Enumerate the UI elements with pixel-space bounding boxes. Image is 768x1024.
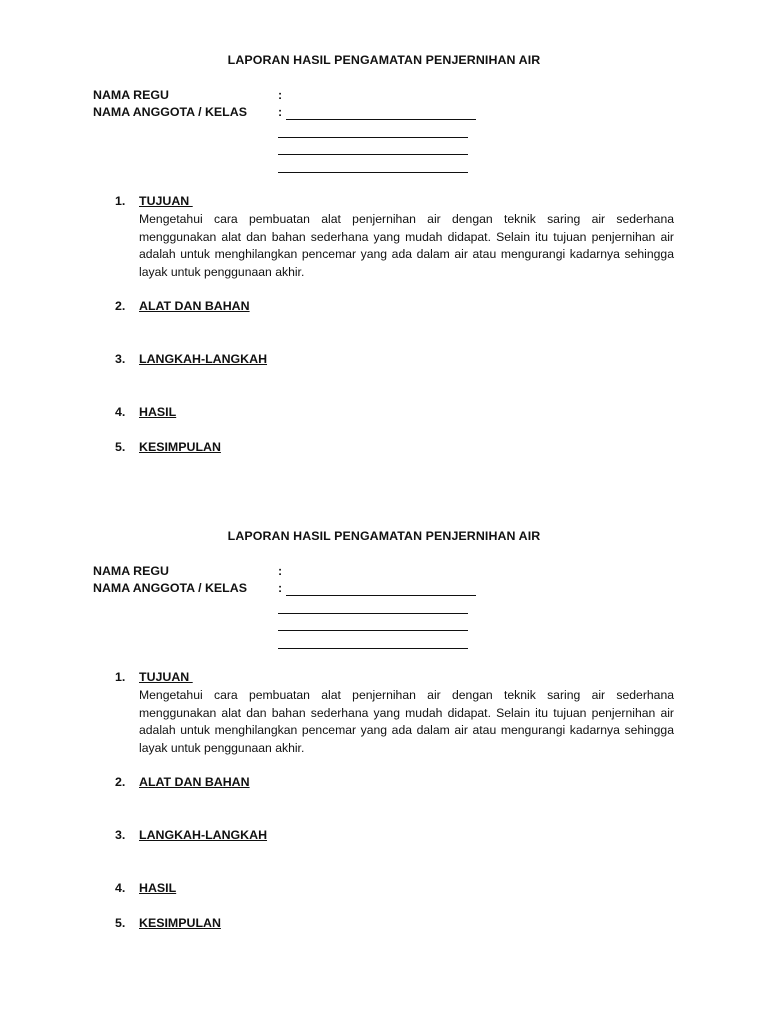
members-blank-line-4[interactable] [278,172,468,173]
section-number: 1. [115,194,126,208]
members-blank-line-3[interactable] [278,630,468,631]
team-name-label: NAMA REGU [93,564,169,578]
section-title: TUJUAN [139,194,193,208]
section-title: KESIMPULAN [139,916,221,930]
section-body: Mengetahui cara pembuatan alat penjernihan air dengan teknik saring air sederhana menggunakan alat dan bahan sederhana yang mudah didapat. Selain itu tujuan penjernihan air adalah untuk menghilangkan pencemar yang ada dalam air atau mengurangi kadarnya sehingga layak untuk penggunaan akhir. [139,212,674,279]
members-class-label: NAMA ANGGOTA / KELAS [93,105,247,119]
section-title: LANGKAH-LANGKAH [139,828,268,842]
members-blank-line-2[interactable] [278,613,468,614]
section-title: KESIMPULAN [139,440,221,454]
section-number: 2. [115,775,126,789]
members-blank-line-1[interactable] [286,119,476,120]
section-number: 1. [115,670,126,684]
section-title: ALAT DAN BAHAN [139,775,250,789]
members-blank-line-2[interactable] [278,137,468,138]
members-class-colon: : [278,581,283,595]
team-name-colon: : [278,88,283,102]
team-name-colon: : [278,564,283,578]
section-number: 4. [115,881,126,895]
team-name-label: NAMA REGU [93,88,169,102]
members-class-label: NAMA ANGGOTA / KELAS [93,581,247,595]
section-number: 3. [115,352,126,366]
form-title: LAPORAN HASIL PENGAMATAN PENJERNIHAN AIR [227,529,541,543]
section-number: 2. [115,299,126,313]
section-title: ALAT DAN BAHAN [139,299,250,313]
section-title: HASIL [139,881,177,895]
section-title: TUJUAN [139,670,193,684]
members-blank-line-1[interactable] [286,595,476,596]
section-title: HASIL [139,405,177,419]
section-body: Mengetahui cara pembuatan alat penjernihan air dengan teknik saring air sederhana menggunakan alat dan bahan sederhana yang mudah didapat. Selain itu tujuan penjernihan air adalah untuk menghilangkan pencemar yang ada dalam air atau mengurangi kadarnya sehingga layak untuk penggunaan akhir. [139,688,674,755]
members-blank-line-3[interactable] [278,154,468,155]
section-number: 3. [115,828,126,842]
section-title: LANGKAH-LANGKAH [139,352,268,366]
members-blank-line-4[interactable] [278,648,468,649]
form-title: LAPORAN HASIL PENGAMATAN PENJERNIHAN AIR [227,53,541,67]
members-class-colon: : [278,105,283,119]
section-number: 5. [115,916,126,930]
section-number: 5. [115,440,126,454]
section-number: 4. [115,405,126,419]
